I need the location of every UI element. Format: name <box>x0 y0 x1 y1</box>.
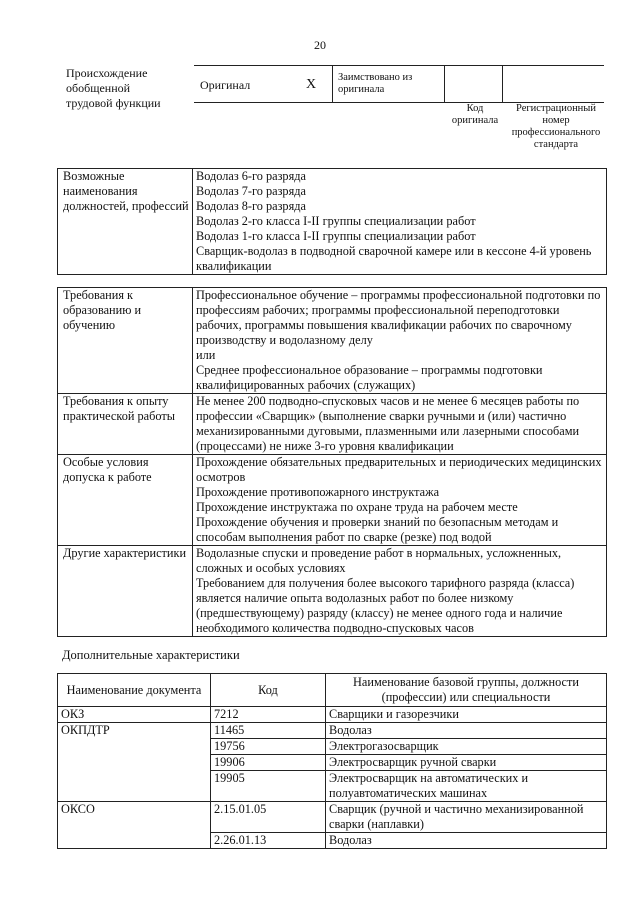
page-number: 20 <box>314 38 326 52</box>
col-code-header: Код <box>211 674 326 707</box>
req-admission-item: Прохождение обязательных предварительных и периодических медицинских осмотров <box>196 455 602 484</box>
requirements-table <box>57 287 607 637</box>
original-mark: X <box>306 77 317 92</box>
row-name: Электросварщик на автоматических и полуавтоматических машинах <box>326 771 607 802</box>
row-name: Электросварщик ручной сварки <box>326 755 607 771</box>
row-code: 19906 <box>211 755 326 771</box>
req-admission-item: Прохождение противопожарного инструктажа <box>196 485 440 499</box>
code-caption: Код оригинала <box>451 103 499 126</box>
table-row <box>58 802 607 833</box>
positions-label: Возможные наименования должностей, профессий <box>58 169 193 275</box>
req-admission-item: Прохождение обучения и проверки знаний по безопасным методам и способам выполнения работ по сварке (резке) под водой <box>196 515 559 544</box>
req-education-text: Профессиональное обучение – программы профессиональной подготовки по профессиям рабочих; программы профессиональной переподготовки рабочих, программы повышения квалификации рабочих по сварочному производству и водолазному делу <box>196 288 601 347</box>
original-label: Оригинал <box>200 78 251 92</box>
reg-caption: Регистрационный номер профессионального стандарта <box>511 103 601 150</box>
req-experience-text: Не менее 200 подводно-спусковых часов и не менее 6 месяцев работы по профессии «Сварщик» (выполнение сварки ручными и (или) частично механизированными дуговыми, плазменными или лазерными способами (процессами) не ниже 3-го уровня квалификации <box>196 394 580 453</box>
row-name: Водолаз <box>326 723 607 739</box>
table-row <box>58 707 607 723</box>
row-name: Сварщик (ручной и частично механизированной сварки (наплавки) <box>326 802 607 833</box>
row-name: Электрогазосварщик <box>326 739 607 755</box>
row-code: 19905 <box>211 771 326 802</box>
row-doc: ОКЗ <box>58 707 211 723</box>
origin-row <box>194 65 604 103</box>
req-admission-label: Особые условия допуска к работе <box>58 455 193 546</box>
row-doc: ОКПДТР <box>58 723 211 802</box>
req-other-label: Другие характеристики <box>58 546 193 637</box>
req-experience-label: Требования к опыту практической работы <box>58 394 193 455</box>
req-admission-item: Прохождение инструктажа по охране труда на рабочем месте <box>196 500 518 514</box>
req-other-item: Водолазные спуски и проведение работ в нормальных, усложненных, сложных и особых условиях <box>196 546 562 575</box>
row-code: 7212 <box>211 707 326 723</box>
row-code: 2.15.01.05 <box>211 802 326 833</box>
table-row <box>58 723 607 739</box>
req-other-item: Требованием для получения более высокого тарифного разряда (класса) является наличие опыта водолазных работ по более низкому (предшествующему) разряду (классу) не менее одного года и наличие необходимого количества подводно-спусковых часов <box>196 576 575 635</box>
req-education-or: или <box>196 348 216 362</box>
row-name: Сварщики и газорезчики <box>326 707 607 723</box>
position-item: Сварщик-водолаз в подводной сварочной камере или в кессоне 4-й уровень квалификации <box>196 244 592 273</box>
row-doc: ОКСО <box>58 802 211 849</box>
row-code: 11465 <box>211 723 326 739</box>
origin-label: Происхождение обобщенной трудовой функции <box>66 66 161 110</box>
req-education-alt: Среднее профессиональное образование – программы подготовки квалифицированных рабочих (служащих) <box>196 363 543 392</box>
position-item: Водолаз 8-го разряда <box>196 199 306 213</box>
positions-table <box>57 168 607 275</box>
position-item: Водолаз 1-го класса I-II группы специализации работ <box>196 229 476 243</box>
borrowed-label: Заимствовано из оригинала <box>338 72 413 95</box>
additional-title: Дополнительные характеристики <box>62 648 240 662</box>
req-education-label: Требования к образованию и обучению <box>58 288 193 394</box>
col-name-header: Наименование базовой группы, должности (профессии) или специальности <box>326 674 607 707</box>
position-item: Водолаз 7-го разряда <box>196 184 306 198</box>
row-code: 19756 <box>211 739 326 755</box>
position-item: Водолаз 6-го разряда <box>196 169 306 183</box>
additional-table <box>57 673 607 849</box>
col-doc-header: Наименование документа <box>58 674 211 707</box>
row-name: Водолаз <box>326 833 607 849</box>
position-item: Водолаз 2-го класса I-II группы специализации работ <box>196 214 476 228</box>
row-code: 2.26.01.13 <box>211 833 326 849</box>
